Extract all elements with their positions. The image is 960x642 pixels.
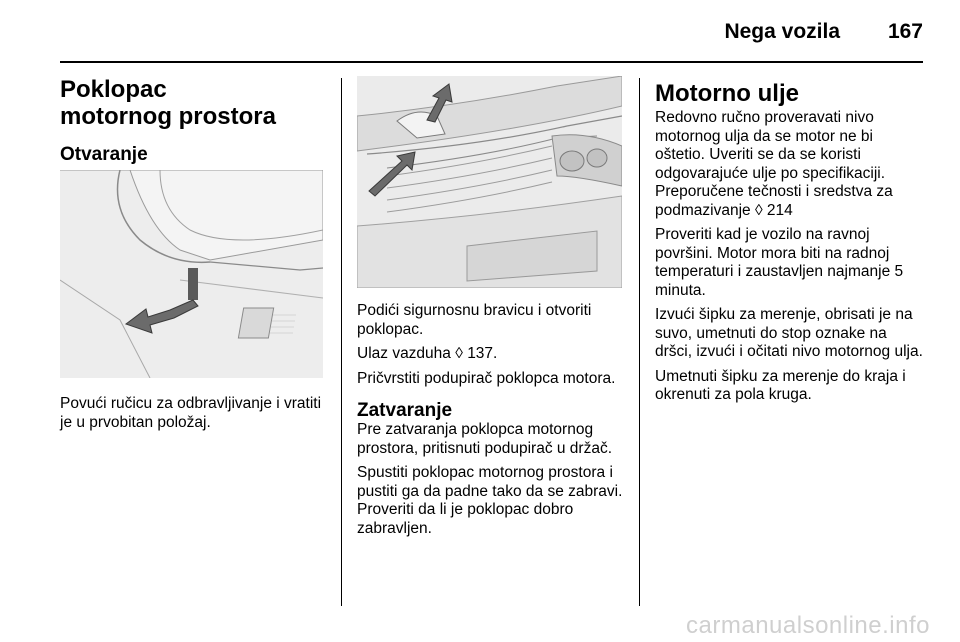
right-para-4: Umetnuti šipku za merenje do kraja i okrenuti za pola kruga. <box>655 367 906 403</box>
right-para-3: Izvući šipku za merenje, obrisati je na suvo, umetnuti do stop oznake na dršci, izvući i očitati nivo motornog ulja. <box>655 306 923 360</box>
page-number: 167 <box>887 20 923 43</box>
column-divider-2 <box>639 78 640 606</box>
middle-para-3: Pričvrstiti podupirač poklopca motora. <box>357 369 616 387</box>
middle-para-2: Ulaz vazduha ◊ 137. <box>357 345 498 362</box>
right-para-2: Proveriti kad je vozilo na ravnoj površini. Motor mora biti na radnoj temperaturi i zaustavljen najmanje 5 minuta. <box>655 226 904 299</box>
watermark: carmanualsonline.info <box>686 612 930 639</box>
right-para-1: Redovno ručno proveravati nivo motornog ulja da se motor ne bi oštetio. Uveriti se da se koristi odgovarajuće ulje po specifikaciji. Preporučene tečnosti i sredstva za podmazivanje ◊ 214 <box>655 109 893 219</box>
subsection-title: Otvaranje <box>60 144 148 165</box>
left-caption-block <box>60 395 328 438</box>
closing-heading: Zatvaranje <box>357 400 453 421</box>
column-divider-1 <box>341 78 342 606</box>
header-rule <box>60 61 923 63</box>
page-header-title: Nega vozila <box>724 20 840 43</box>
middle-para-1: Podići sigurnosnu bravicu i otvoriti poklopac. <box>357 302 592 338</box>
hood-safety-catch-illustration <box>357 76 622 288</box>
hood-release-illustration <box>60 170 323 378</box>
section-title: Poklopac motornog prostora <box>60 76 276 130</box>
middle-para-5: Spustiti poklopac motornog prostora i pustiti ga da padne tako da se zabravi. Proveriti da li je poklopac dobro zabravljen. <box>357 464 623 537</box>
middle-para-4: Pre zatvaranja poklopca motornog prostora, pritisnuti podupirač u držač. <box>357 421 613 457</box>
middle-column <box>357 302 627 544</box>
engine-oil-title: Motorno ulje <box>655 80 799 107</box>
right-column <box>655 80 927 411</box>
left-column <box>60 76 325 165</box>
hood-release-caption: Povući ručicu za odbravljivanje i vratiti je u prvobitan položaj. <box>60 395 322 431</box>
